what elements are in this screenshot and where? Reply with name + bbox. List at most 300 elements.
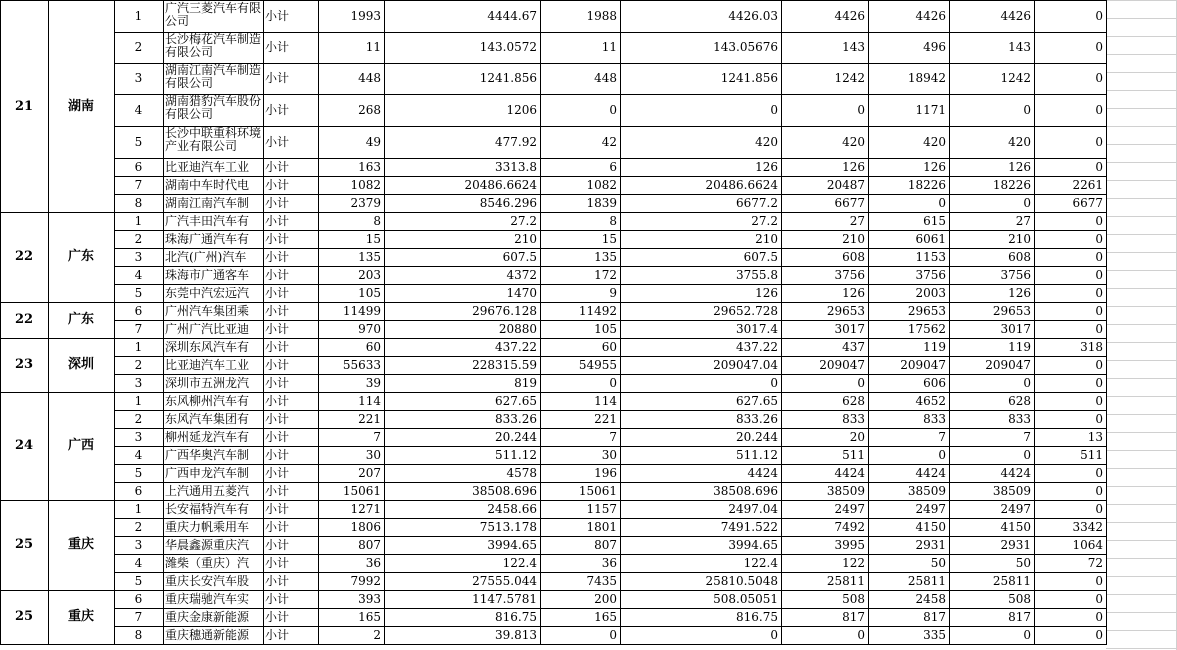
cell-type[interactable]: 小计 (265, 103, 290, 117)
cell-company[interactable]: 广州广汽比亚迪 (165, 322, 250, 336)
cell-value-d[interactable]: 511 (1080, 448, 1103, 462)
cell-index[interactable]: 5 (134, 286, 143, 300)
cell-qty[interactable]: 135 (358, 250, 381, 264)
cell-type[interactable]: 小计 (265, 340, 290, 354)
cell-value-c[interactable]: 126 (1008, 160, 1031, 174)
cell-value-d[interactable]: 0 (1095, 160, 1103, 174)
cell-qty[interactable]: 1082 (350, 178, 381, 192)
cell-value-b[interactable]: 38509 (907, 484, 946, 498)
cell-value-b[interactable]: 1171 (915, 103, 946, 117)
cell-company[interactable]: 湖南中车时代电 (165, 178, 250, 192)
cell-value-a[interactable]: 0 (857, 103, 865, 117)
cell-type[interactable]: 小计 (265, 135, 290, 149)
cell-approved-amount[interactable]: 20.244 (736, 430, 778, 444)
cell-approved-amount[interactable]: 3017.4 (736, 322, 778, 336)
cell-index[interactable]: 3 (134, 250, 143, 264)
cell-approved-qty[interactable]: 196 (594, 466, 617, 480)
cell-value-a[interactable]: 126 (842, 160, 865, 174)
cell-index[interactable]: 2 (134, 232, 143, 246)
cell-approved-qty[interactable]: 1157 (586, 502, 617, 516)
cell-value-a[interactable]: 29653 (826, 304, 865, 318)
cell-index[interactable]: 5 (134, 466, 143, 480)
cell-type[interactable]: 小计 (265, 304, 290, 318)
cell-qty[interactable]: 207 (358, 466, 381, 480)
cell-index[interactable]: 1 (134, 502, 143, 516)
cell-value-b[interactable]: 6061 (915, 232, 946, 246)
cell-qty[interactable]: 163 (358, 160, 381, 174)
cell-value-d[interactable]: 0 (1095, 103, 1103, 117)
cell-value-a[interactable]: 27 (849, 214, 865, 228)
cell-value-b[interactable]: 2458 (915, 592, 946, 606)
cell-approved-qty[interactable]: 807 (594, 538, 617, 552)
cell-approved-amount[interactable]: 38508.696 (713, 484, 778, 498)
cell-qty[interactable]: 105 (358, 286, 381, 300)
cell-value-d[interactable]: 0 (1095, 250, 1103, 264)
cell-approved-amount[interactable]: 27.2 (751, 214, 778, 228)
cell-approved-qty[interactable]: 7435 (586, 574, 617, 588)
cell-group-id[interactable]: 22 (14, 249, 34, 264)
cell-value-c[interactable]: 209047 (985, 358, 1031, 372)
cell-approved-amount[interactable]: 126 (755, 160, 778, 174)
cell-province[interactable]: 广东 (67, 312, 94, 327)
cell-group-id[interactable]: 23 (14, 357, 34, 372)
cell-qty[interactable]: 30 (365, 448, 381, 462)
cell-amount[interactable]: 1241.856 (479, 71, 537, 85)
cell-qty[interactable]: 49 (365, 135, 381, 149)
cell-amount[interactable]: 228315.59 (472, 358, 537, 372)
cell-value-d[interactable]: 0 (1095, 358, 1103, 372)
cell-value-c[interactable]: 126 (1008, 286, 1031, 300)
cell-qty[interactable]: 114 (358, 394, 381, 408)
cell-value-c[interactable]: 27 (1015, 214, 1031, 228)
cell-value-b[interactable]: 2497 (915, 502, 946, 516)
cell-approved-qty[interactable]: 200 (594, 592, 617, 606)
cell-qty[interactable]: 7 (373, 430, 381, 444)
cell-value-d[interactable]: 318 (1080, 340, 1103, 354)
cell-qty[interactable]: 268 (358, 103, 381, 117)
cell-company[interactable]: 长沙梅花汽车制造有限公司 (165, 32, 262, 59)
cell-province[interactable]: 重庆 (67, 609, 94, 624)
cell-approved-amount[interactable]: 209047.04 (713, 358, 778, 372)
cell-amount[interactable]: 27555.044 (472, 574, 537, 588)
cell-amount[interactable]: 3994.65 (487, 538, 537, 552)
cell-amount[interactable]: 143.0572 (479, 40, 537, 54)
cell-qty[interactable]: 203 (358, 268, 381, 282)
cell-value-b[interactable]: 126 (923, 160, 946, 174)
cell-company[interactable]: 湖南江南汽车制 (165, 196, 250, 210)
cell-amount[interactable]: 210 (514, 232, 537, 246)
cell-value-b[interactable]: 335 (923, 628, 946, 642)
cell-approved-amount[interactable]: 3755.8 (736, 268, 778, 282)
cell-group-id[interactable]: 22 (14, 312, 34, 327)
cell-company[interactable]: 长沙中联重科环境产业有限公司 (165, 126, 262, 153)
cell-value-d[interactable]: 0 (1095, 484, 1103, 498)
cell-qty[interactable]: 1806 (350, 520, 381, 534)
cell-type[interactable]: 小计 (265, 196, 290, 210)
cell-amount[interactable]: 511.12 (495, 448, 537, 462)
cell-value-b[interactable]: 0 (938, 196, 946, 210)
cell-index[interactable]: 6 (134, 592, 143, 606)
cell-amount[interactable]: 1147.5781 (472, 592, 537, 606)
cell-amount[interactable]: 38508.696 (472, 484, 537, 498)
cell-value-c[interactable]: 4424 (1000, 466, 1031, 480)
cell-amount[interactable]: 20.244 (495, 430, 537, 444)
cell-value-b[interactable]: 18226 (907, 178, 946, 192)
cell-value-a[interactable]: 3756 (834, 268, 865, 282)
cell-value-b[interactable]: 1153 (915, 250, 946, 264)
cell-value-c[interactable]: 1242 (1000, 71, 1031, 85)
cell-value-c[interactable]: 29653 (992, 304, 1031, 318)
cell-approved-qty[interactable]: 6 (609, 160, 617, 174)
cell-value-a[interactable]: 817 (842, 610, 865, 624)
cell-value-b[interactable]: 4426 (915, 9, 946, 23)
cell-value-a[interactable]: 7492 (834, 520, 865, 534)
cell-amount[interactable]: 4578 (506, 466, 537, 480)
cell-approved-amount[interactable]: 29652.728 (713, 304, 778, 318)
cell-value-b[interactable]: 833 (923, 412, 946, 426)
cell-value-a[interactable]: 508 (842, 592, 865, 606)
cell-approved-qty[interactable]: 9 (609, 286, 617, 300)
cell-amount[interactable]: 627.65 (495, 394, 537, 408)
cell-amount[interactable]: 4372 (506, 268, 537, 282)
cell-province[interactable]: 广东 (67, 249, 94, 264)
cell-qty[interactable]: 7992 (350, 574, 381, 588)
cell-value-b[interactable]: 2931 (915, 538, 946, 552)
cell-province[interactable]: 重庆 (67, 537, 94, 552)
cell-value-d[interactable]: 72 (1087, 556, 1103, 570)
cell-value-a[interactable]: 126 (842, 286, 865, 300)
cell-value-d[interactable]: 0 (1095, 502, 1103, 516)
cell-approved-qty[interactable]: 221 (594, 412, 617, 426)
cell-approved-qty[interactable]: 1082 (586, 178, 617, 192)
cell-value-c[interactable]: 4426 (1000, 9, 1031, 23)
cell-value-b[interactable]: 3756 (915, 268, 946, 282)
cell-qty[interactable]: 15061 (342, 484, 381, 498)
cell-group-id[interactable]: 24 (14, 438, 34, 453)
cell-qty[interactable]: 448 (358, 71, 381, 85)
cell-company[interactable]: 湖南猎豹汽车股份有限公司 (165, 94, 262, 121)
cell-approved-qty[interactable]: 172 (594, 268, 617, 282)
cell-value-d[interactable]: 0 (1095, 268, 1103, 282)
cell-company[interactable]: 北汽(广州)汽车 (165, 250, 247, 264)
cell-type[interactable]: 小计 (265, 448, 290, 462)
cell-value-c[interactable]: 210 (1008, 232, 1031, 246)
cell-company[interactable]: 重庆金康新能源 (165, 610, 250, 624)
cell-value-a[interactable]: 210 (842, 232, 865, 246)
cell-value-c[interactable]: 817 (1008, 610, 1031, 624)
cell-qty[interactable]: 2379 (350, 196, 381, 210)
cell-qty[interactable]: 11499 (342, 304, 381, 318)
cell-value-a[interactable]: 0 (857, 628, 865, 642)
cell-index[interactable]: 1 (134, 214, 143, 228)
cell-group-id[interactable]: 25 (14, 537, 34, 552)
cell-qty[interactable]: 15 (365, 232, 381, 246)
cell-value-a[interactable]: 511 (842, 448, 865, 462)
cell-index[interactable]: 2 (134, 520, 143, 534)
cell-value-c[interactable]: 628 (1008, 394, 1031, 408)
cell-index[interactable]: 3 (134, 71, 143, 85)
cell-index[interactable]: 6 (134, 484, 143, 498)
cell-approved-qty[interactable]: 105 (594, 322, 617, 336)
cell-company[interactable]: 比亚迪汽车工业 (165, 358, 250, 372)
cell-type[interactable]: 小计 (265, 394, 290, 408)
cell-value-b[interactable]: 29653 (907, 304, 946, 318)
cell-value-b[interactable]: 119 (923, 340, 946, 354)
cell-index[interactable]: 1 (134, 340, 143, 354)
cell-company[interactable]: 东风汽车集团有 (165, 412, 250, 426)
cell-value-c[interactable]: 50 (1015, 556, 1031, 570)
cell-value-c[interactable]: 7 (1023, 430, 1031, 444)
cell-company[interactable]: 珠海广通汽车有 (165, 232, 250, 246)
cell-value-c[interactable]: 2931 (1000, 538, 1031, 552)
cell-group-id[interactable]: 25 (14, 609, 34, 624)
cell-type[interactable]: 小计 (265, 268, 290, 282)
cell-company[interactable]: 广西华奥汽车制 (165, 448, 250, 462)
cell-value-c[interactable]: 18226 (992, 178, 1031, 192)
cell-index[interactable]: 4 (134, 448, 143, 462)
cell-value-d[interactable]: 0 (1095, 628, 1103, 642)
cell-type[interactable]: 小计 (265, 520, 290, 534)
cell-value-d[interactable]: 0 (1095, 466, 1103, 480)
cell-approved-amount[interactable]: 20486.6624 (705, 178, 778, 192)
cell-amount[interactable]: 8546.296 (479, 196, 537, 210)
cell-company[interactable]: 广州汽车集团乘 (165, 304, 250, 318)
cell-value-c[interactable]: 0 (1023, 448, 1031, 462)
cell-approved-amount[interactable]: 0 (770, 628, 778, 642)
cell-value-d[interactable]: 0 (1095, 286, 1103, 300)
cell-company[interactable]: 珠海市广通客车 (165, 268, 250, 282)
cell-amount[interactable]: 4444.67 (487, 9, 537, 23)
cell-value-a[interactable]: 122 (842, 556, 865, 570)
cell-approved-qty[interactable]: 1839 (586, 196, 617, 210)
cell-value-d[interactable]: 0 (1095, 322, 1103, 336)
cell-approved-qty[interactable]: 15061 (578, 484, 617, 498)
cell-value-d[interactable]: 13 (1087, 430, 1103, 444)
cell-type[interactable]: 小计 (265, 232, 290, 246)
cell-approved-amount[interactable]: 816.75 (736, 610, 778, 624)
cell-type[interactable]: 小计 (265, 286, 290, 300)
cell-company[interactable]: 东莞中汽宏远汽 (165, 286, 250, 300)
cell-approved-amount[interactable]: 508.05051 (713, 592, 778, 606)
cell-group-id[interactable]: 21 (14, 99, 34, 114)
cell-value-b[interactable]: 0 (938, 448, 946, 462)
cell-qty[interactable]: 60 (365, 340, 381, 354)
cell-company[interactable]: 上汽通用五菱汽 (165, 484, 250, 498)
cell-value-b[interactable]: 4424 (915, 466, 946, 480)
cell-qty[interactable]: 221 (358, 412, 381, 426)
cell-amount[interactable]: 819 (514, 376, 537, 390)
cell-approved-qty[interactable]: 54955 (578, 358, 617, 372)
cell-province[interactable]: 广西 (67, 438, 94, 453)
cell-company[interactable]: 重庆瑞驰汽车实 (165, 592, 250, 606)
cell-company[interactable]: 重庆长安汽车股 (165, 574, 250, 588)
cell-approved-qty[interactable]: 30 (601, 448, 617, 462)
cell-index[interactable]: 7 (134, 178, 143, 192)
cell-approved-amount[interactable]: 210 (755, 232, 778, 246)
cell-approved-amount[interactable]: 25810.5048 (705, 574, 778, 588)
cell-value-a[interactable]: 628 (842, 394, 865, 408)
cell-amount[interactable]: 1470 (506, 286, 537, 300)
cell-approved-qty[interactable]: 0 (609, 628, 617, 642)
cell-approved-qty[interactable]: 0 (609, 103, 617, 117)
cell-value-a[interactable]: 4426 (834, 9, 865, 23)
cell-approved-amount[interactable]: 420 (755, 135, 778, 149)
cell-value-c[interactable]: 25811 (992, 574, 1031, 588)
cell-approved-amount[interactable]: 1241.856 (720, 71, 778, 85)
cell-amount[interactable]: 27.2 (510, 214, 537, 228)
cell-approved-qty[interactable]: 1988 (586, 9, 617, 23)
cell-province[interactable]: 深圳 (67, 357, 94, 372)
cell-amount[interactable]: 7513.178 (479, 520, 537, 534)
cell-value-d[interactable]: 1064 (1072, 538, 1103, 552)
cell-index[interactable]: 2 (134, 412, 143, 426)
cell-value-b[interactable]: 817 (923, 610, 946, 624)
cell-approved-qty[interactable]: 11 (601, 40, 617, 54)
cell-index[interactable]: 1 (134, 394, 143, 408)
cell-type[interactable]: 小计 (265, 178, 290, 192)
cell-index[interactable]: 3 (134, 538, 143, 552)
cell-value-c[interactable]: 0 (1023, 376, 1031, 390)
cell-approved-amount[interactable]: 126 (755, 286, 778, 300)
cell-index[interactable]: 2 (134, 358, 143, 372)
cell-company[interactable]: 华晨鑫源重庆汽 (165, 538, 250, 552)
cell-value-c[interactable]: 2497 (1000, 502, 1031, 516)
cell-value-c[interactable]: 143 (1008, 40, 1031, 54)
cell-approved-qty[interactable]: 0 (609, 376, 617, 390)
cell-approved-qty[interactable]: 36 (601, 556, 617, 570)
cell-approved-amount[interactable]: 833.26 (736, 412, 778, 426)
cell-amount[interactable]: 477.92 (495, 135, 537, 149)
cell-company[interactable]: 重庆穗通新能源 (165, 628, 250, 642)
cell-company[interactable]: 深圳东风汽车有 (165, 340, 250, 354)
cell-type[interactable]: 小计 (265, 412, 290, 426)
cell-qty[interactable]: 8 (373, 214, 381, 228)
cell-approved-qty[interactable]: 15 (601, 232, 617, 246)
cell-type[interactable]: 小计 (265, 484, 290, 498)
cell-type[interactable]: 小计 (265, 71, 290, 85)
cell-index[interactable]: 4 (134, 103, 143, 117)
cell-amount[interactable]: 437.22 (495, 340, 537, 354)
cell-qty[interactable]: 1993 (350, 9, 381, 23)
cell-approved-qty[interactable]: 8 (609, 214, 617, 228)
cell-type[interactable]: 小计 (265, 502, 290, 516)
cell-approved-qty[interactable]: 7 (609, 430, 617, 444)
cell-value-a[interactable]: 25811 (826, 574, 865, 588)
cell-value-c[interactable]: 38509 (992, 484, 1031, 498)
cell-value-b[interactable]: 4652 (915, 394, 946, 408)
cell-approved-qty[interactable]: 114 (594, 394, 617, 408)
cell-type[interactable]: 小计 (265, 556, 290, 570)
cell-value-a[interactable]: 420 (842, 135, 865, 149)
cell-company[interactable]: 广汽三菱汽车有限公司 (165, 1, 262, 28)
cell-approved-amount[interactable]: 2497.04 (728, 502, 778, 516)
cell-index[interactable]: 6 (134, 304, 143, 318)
cell-value-d[interactable]: 0 (1095, 574, 1103, 588)
cell-amount[interactable]: 1206 (506, 103, 537, 117)
cell-value-d[interactable]: 0 (1095, 376, 1103, 390)
cell-index[interactable]: 7 (134, 610, 143, 624)
cell-approved-amount[interactable]: 627.65 (736, 394, 778, 408)
cell-value-a[interactable]: 38509 (826, 484, 865, 498)
cell-qty[interactable]: 11 (365, 40, 381, 54)
cell-value-c[interactable]: 0 (1023, 103, 1031, 117)
cell-value-c[interactable]: 0 (1023, 196, 1031, 210)
cell-value-d[interactable]: 0 (1095, 412, 1103, 426)
cell-value-d[interactable]: 0 (1095, 135, 1103, 149)
cell-amount[interactable]: 833.26 (495, 412, 537, 426)
cell-value-c[interactable]: 420 (1008, 135, 1031, 149)
cell-amount[interactable]: 607.5 (502, 250, 537, 264)
cell-value-d[interactable]: 6677 (1072, 196, 1103, 210)
cell-type[interactable]: 小计 (265, 466, 290, 480)
cell-approved-amount[interactable]: 4426.03 (728, 9, 778, 23)
cell-index[interactable]: 7 (134, 322, 143, 336)
cell-value-d[interactable]: 0 (1095, 214, 1103, 228)
cell-value-a[interactable]: 209047 (819, 358, 865, 372)
cell-province[interactable]: 湖南 (67, 99, 94, 114)
cell-approved-amount[interactable]: 607.5 (743, 250, 778, 264)
cell-type[interactable]: 小计 (265, 376, 290, 390)
cell-value-b[interactable]: 25811 (907, 574, 946, 588)
cell-value-d[interactable]: 0 (1095, 40, 1103, 54)
cell-value-d[interactable]: 0 (1095, 610, 1103, 624)
cell-approved-amount[interactable]: 0 (770, 103, 778, 117)
cell-value-c[interactable]: 119 (1008, 340, 1031, 354)
cell-value-c[interactable]: 4150 (1000, 520, 1031, 534)
cell-qty[interactable]: 1271 (350, 502, 381, 516)
cell-value-a[interactable]: 0 (857, 376, 865, 390)
cell-company[interactable]: 广汽丰田汽车有 (165, 214, 250, 228)
cell-value-b[interactable]: 4150 (915, 520, 946, 534)
cell-index[interactable]: 1 (134, 9, 143, 23)
cell-type[interactable]: 小计 (265, 430, 290, 444)
cell-approved-amount[interactable]: 4424 (747, 466, 778, 480)
cell-type[interactable]: 小计 (265, 538, 290, 552)
cell-value-a[interactable]: 608 (842, 250, 865, 264)
cell-approved-qty[interactable]: 135 (594, 250, 617, 264)
cell-value-b[interactable]: 606 (923, 376, 946, 390)
cell-company[interactable]: 广西申龙汽车制 (165, 466, 250, 480)
cell-index[interactable]: 3 (134, 376, 143, 390)
cell-approved-qty[interactable]: 165 (594, 610, 617, 624)
cell-value-b[interactable]: 496 (923, 40, 946, 54)
cell-value-c[interactable]: 508 (1008, 592, 1031, 606)
cell-type[interactable]: 小计 (265, 9, 290, 23)
cell-type[interactable]: 小计 (265, 250, 290, 264)
cell-value-c[interactable]: 0 (1023, 628, 1031, 642)
cell-value-d[interactable]: 3342 (1072, 520, 1103, 534)
cell-value-a[interactable]: 4424 (834, 466, 865, 480)
cell-approved-amount[interactable]: 6677.2 (736, 196, 778, 210)
cell-index[interactable]: 5 (134, 135, 143, 149)
cell-approved-amount[interactable]: 122.4 (743, 556, 778, 570)
cell-value-d[interactable]: 2261 (1072, 178, 1103, 192)
cell-value-b[interactable]: 50 (930, 556, 946, 570)
cell-value-a[interactable]: 3017 (834, 322, 865, 336)
cell-value-c[interactable]: 833 (1008, 412, 1031, 426)
cell-company[interactable]: 东风柳州汽车有 (165, 394, 250, 408)
cell-value-a[interactable]: 3995 (834, 538, 865, 552)
cell-value-b[interactable]: 2003 (915, 286, 946, 300)
cell-value-a[interactable]: 20 (849, 430, 865, 444)
cell-type[interactable]: 小计 (265, 160, 290, 174)
cell-approved-amount[interactable]: 511.12 (736, 448, 778, 462)
cell-value-c[interactable]: 608 (1008, 250, 1031, 264)
cell-approved-qty[interactable]: 60 (601, 340, 617, 354)
cell-index[interactable]: 4 (134, 556, 143, 570)
cell-qty[interactable]: 970 (358, 322, 381, 336)
cell-amount[interactable]: 122.4 (502, 556, 537, 570)
